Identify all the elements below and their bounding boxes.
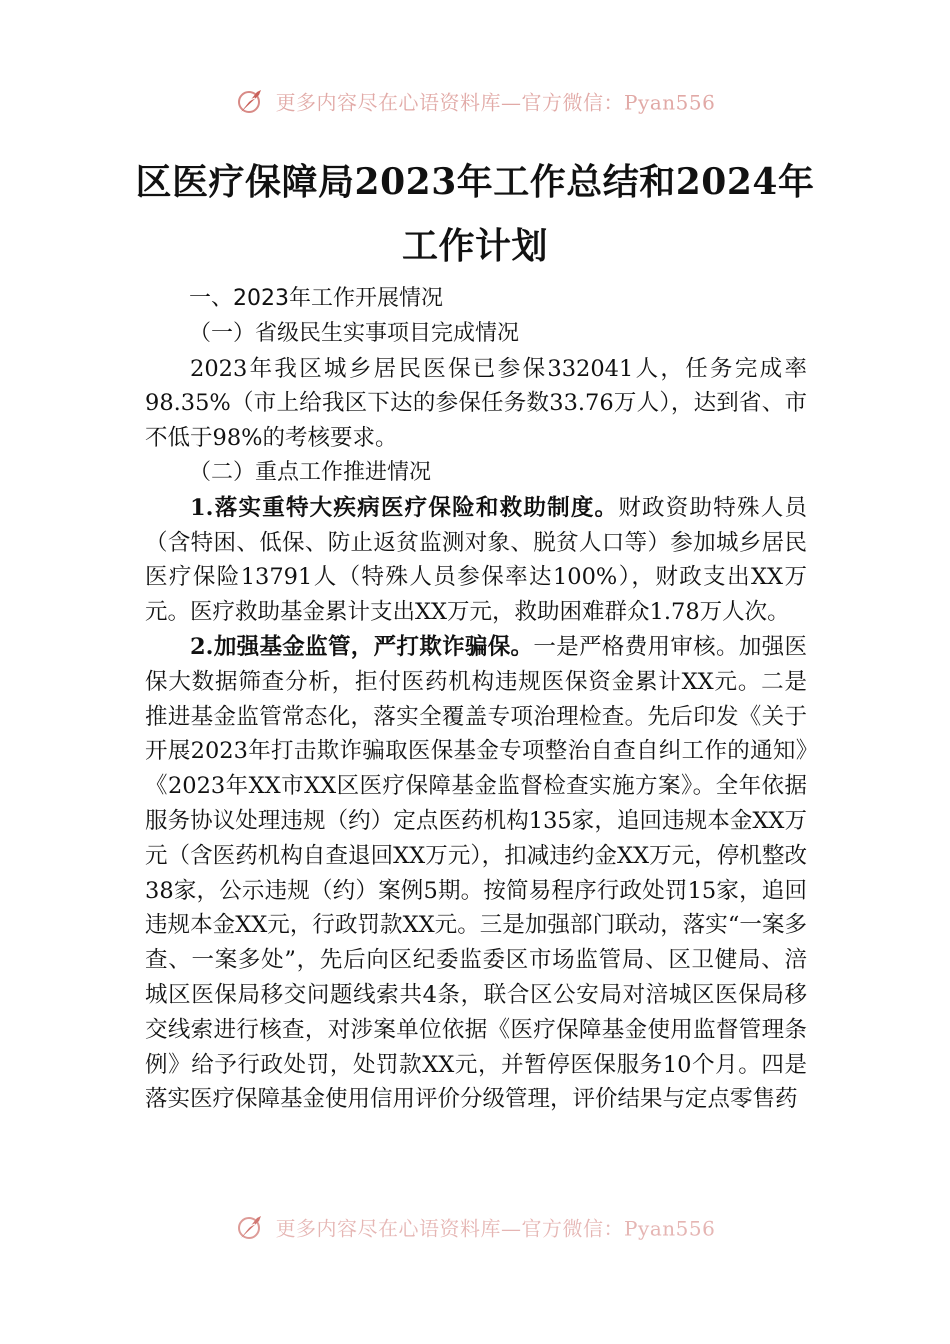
subsection-heading-1: （一）省级民生实事项目完成情况 [189,320,520,346]
section-heading-1: 一、2023年工作开展情况 [189,286,443,311]
quill-logo-icon [235,86,265,116]
quill-logo-icon [235,1212,265,1242]
item-1-lead: 1.落实重特大疾病医疗保险和救助制度。 [190,494,619,521]
document-title: 区医疗保障局2023年工作总结和2024年工作计划 [135,161,815,267]
watermark-bottom [0,1212,950,1242]
watermark-text: 更多内容尽在心语资料库—官方微信：Pyan556 [275,90,716,115]
item-2-lead: 2.加强基金监管，严打欺诈骗保。 [190,633,534,660]
document-body [145,282,807,1117]
watermark-text: 更多内容尽在心语资料库—官方微信：Pyan556 [275,1216,716,1241]
paragraph-item-2 [145,630,807,1117]
item-1-body: 财政资助特殊人员（含特困、低保、防止返贫监测对象、脱贫人口等）参加城乡居民医疗保险13791人（特殊人员参保率达100%），财政支出XX万元。医疗救助基金累计支出XX万元，救助困难群众1.78万人次。 [145,494,807,626]
paragraph-enrollment: 2023年我区城乡居民医保已参保332041人，任务完成率98.35%（市上给我区下达的参保任务数33.76万人），达到省、市不低于98%的考核要求。 [145,355,807,452]
watermark-top [0,86,950,116]
subsection-heading-2: （二）重点工作推进情况 [189,459,432,485]
item-2-body: 一是严格费用审核。加强医保大数据筛查分析，拒付医药机构违规医保资金累计XX元。二是推进基金监管常态化，落实全覆盖专项治理检查。先后印发《关于开展2023年打击欺诈骗取医保基金专项整治自查自纠工作的通知》《2023年XX市XX区医疗保障基金监督检查实施方案》。全年依据服务协议处理违规（约）定点医药机构135家，追回违规本金XX万元（含医药机构自查退回XX万元），扣减违约金XX万元，停机整改38家，公示违规（约）案例5期。按简易程序行政处罚15家，追回违规本金XX元，行政罚款XX元。三是加强部门联动，落实“一案多查、一案多处”，先后向区纪委监委区市场监管局、区卫健局、涪城区医保局移交问题线索共4条，联合区公安局对涪城区医保局移交线索进行核查，对涉案单位依据《医疗保障基金使用监督管理条例》给予行政处罚，处罚款XX元，并暂停医保服务10个月。四是落实医疗保障基金使用信用评价分级管理，评价结果与定点零售药 [145,633,807,1113]
paragraph-item-1 [145,491,807,630]
